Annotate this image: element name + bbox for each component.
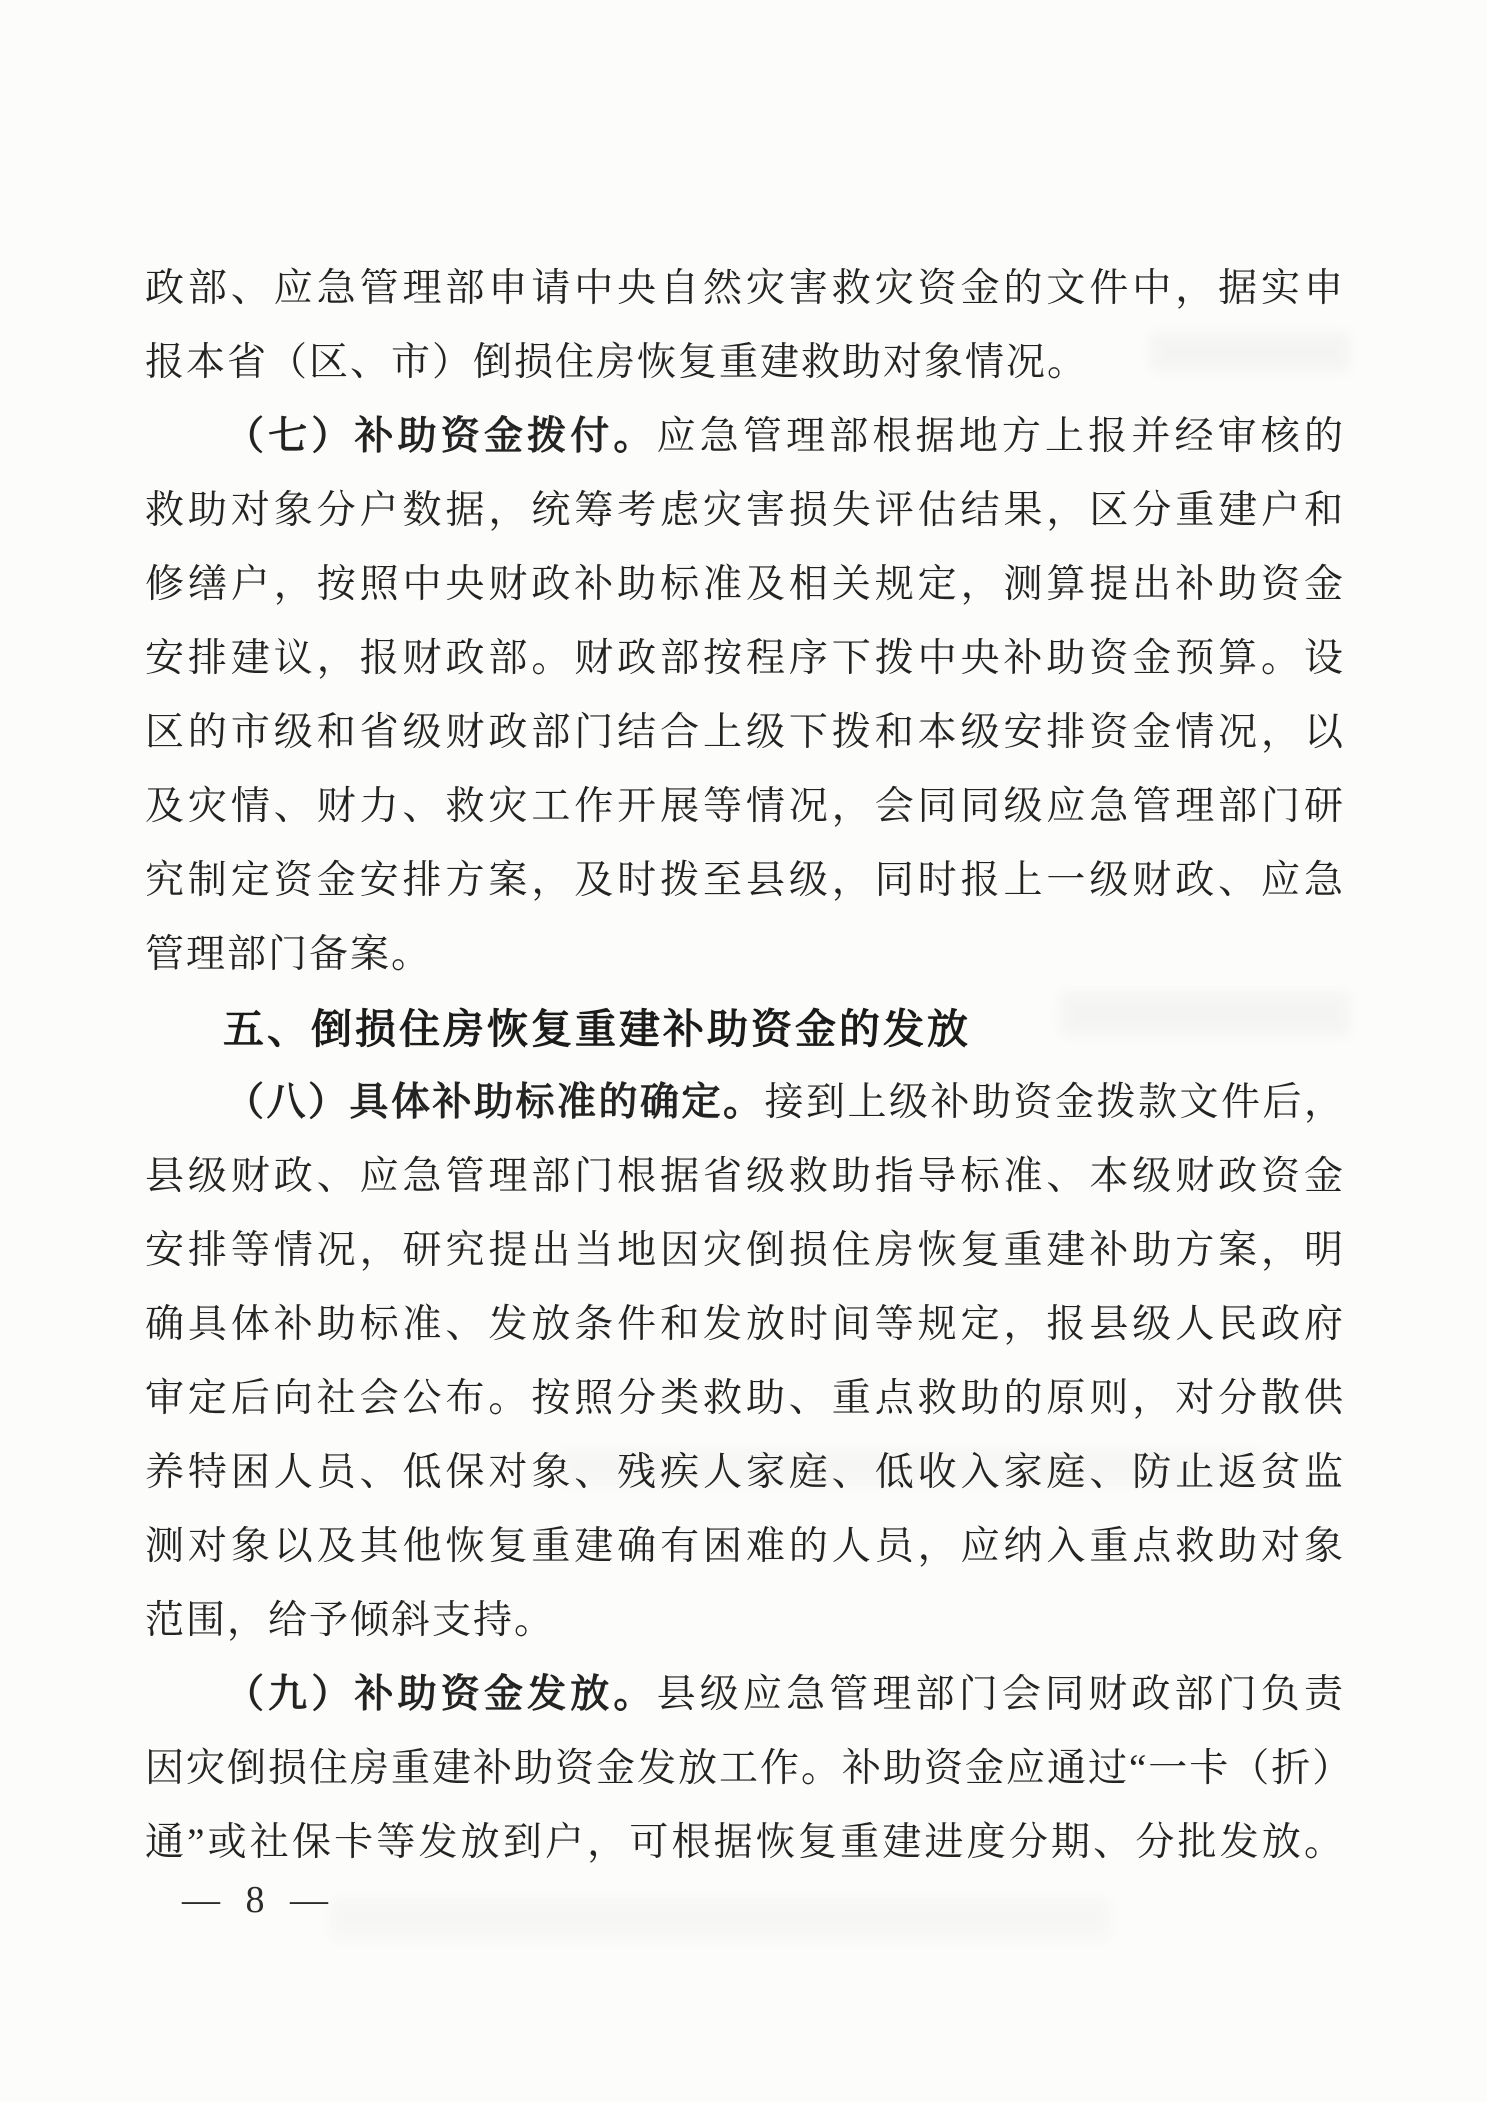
line-text: 确具体补助标准、发放条件和发放时间等规定，报县级人民政府 bbox=[145, 1303, 1345, 1346]
body-line bbox=[145, 252, 1345, 326]
body-line bbox=[145, 1066, 1345, 1140]
body-line bbox=[145, 844, 1345, 918]
body-line bbox=[145, 1288, 1345, 1362]
line-text: 报本省（区、市）倒损住房恢复重建救助对象情况。 bbox=[145, 341, 1089, 384]
line-text: 县级财政、应急管理部门根据省级救助指导标准、本级财政资金 bbox=[145, 1155, 1345, 1198]
body-line bbox=[145, 1510, 1345, 1584]
body-line bbox=[145, 622, 1345, 696]
line-text: 养特困人员、低保对象、残疾人家庭、低收入家庭、防止返贫监 bbox=[145, 1451, 1345, 1494]
section-heading: 五、倒损住房恢复重建补助资金的发放 bbox=[223, 1006, 971, 1052]
body-line bbox=[145, 474, 1345, 548]
line-text: 区的市级和省级财政部门结合上级下拨和本级安排资金情况，以 bbox=[145, 711, 1345, 754]
document-body bbox=[145, 252, 1354, 1880]
line-text: 审定后向社会公布。按照分类救助、重点救助的原则，对分散供 bbox=[145, 1377, 1345, 1420]
line-text: 测对象以及其他恢复重建确有困难的人员，应纳入重点救助对象 bbox=[145, 1525, 1345, 1568]
paragraph-lead-bold: （七）补助资金拨付。 bbox=[225, 415, 657, 458]
page-number: — 8 — bbox=[182, 1879, 336, 1921]
body-line bbox=[145, 326, 1345, 400]
body-line bbox=[145, 400, 1345, 474]
body-line bbox=[145, 918, 1345, 992]
line-text: 范围，给予倾斜支持。 bbox=[145, 1599, 556, 1642]
body-line bbox=[145, 1140, 1345, 1214]
line-text: 通”或社保卡等发放到户，可根据恢复重建进度分期、分批发放。 bbox=[145, 1821, 1345, 1864]
line-text: 政部、应急管理部申请中央自然灾害救灾资金的文件中，据实申 bbox=[145, 267, 1345, 310]
body-line bbox=[145, 1214, 1345, 1288]
body-line bbox=[145, 1658, 1345, 1732]
line-text: 及灾情、财力、救灾工作开展等情况，会同同级应急管理部门研 bbox=[145, 785, 1345, 828]
body-line bbox=[145, 1806, 1345, 1880]
line-text: 安排建议，报财政部。财政部按程序下拨中央补助资金预算。设 bbox=[145, 637, 1345, 680]
line-text: 因灾倒损住房重建补助资金发放工作。补助资金应通过“一卡（折） bbox=[145, 1747, 1354, 1790]
body-line bbox=[145, 1362, 1345, 1436]
scan-bleed-artifact bbox=[330, 1898, 1110, 1940]
body-line bbox=[145, 1584, 1345, 1658]
line-text: 县级应急管理部门会同财政部门负责 bbox=[656, 1673, 1345, 1716]
line-text: 应急管理部根据地方上报并经审核的 bbox=[656, 415, 1345, 458]
paragraph-lead-bold: （八）具体补助标准的确定。 bbox=[225, 1081, 765, 1124]
paragraph-lead-bold: （九）补助资金发放。 bbox=[225, 1673, 657, 1716]
line-text: 究制定资金安排方案，及时拨至县级，同时报上一级财政、应急 bbox=[145, 859, 1345, 902]
body-line bbox=[145, 1732, 1354, 1806]
line-text: 接到上级补助资金拨款文件后， bbox=[764, 1081, 1345, 1124]
line-text: 安排等情况，研究提出当地因灾倒损住房恢复重建补助方案，明 bbox=[145, 1229, 1345, 1272]
line-text: 救助对象分户数据，统筹考虑灾害损失评估结果，区分重建户和 bbox=[145, 489, 1345, 532]
line-text: 修缮户，按照中央财政补助标准及相关规定，测算提出补助资金 bbox=[145, 563, 1345, 606]
body-line bbox=[145, 1436, 1345, 1510]
body-line bbox=[145, 548, 1345, 622]
body-line bbox=[145, 770, 1345, 844]
line-text: 管理部门备案。 bbox=[145, 933, 433, 976]
body-line bbox=[145, 696, 1345, 770]
